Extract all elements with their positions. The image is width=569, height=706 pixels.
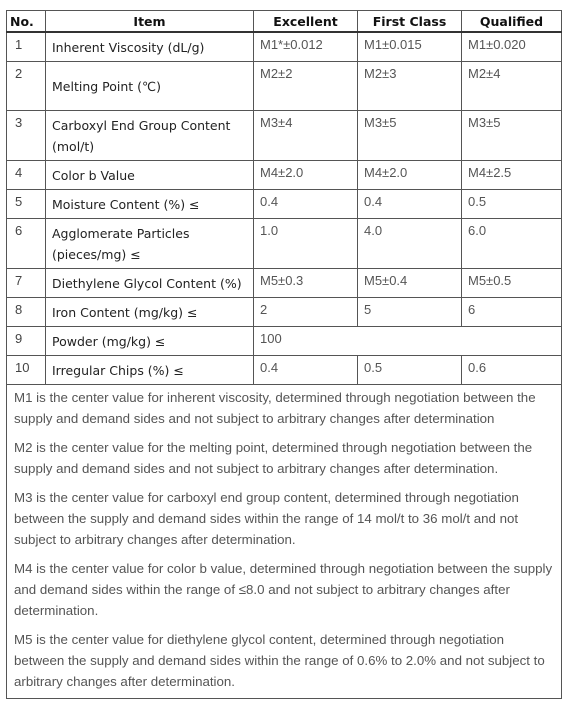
value-excellent: M3±4: [254, 110, 358, 160]
row-item: Melting Point (℃): [46, 61, 254, 110]
value-first-class: 4.0: [358, 218, 462, 268]
note-m5: M5 is the center value for diethylene glycol content, determined through negotiation between the supply and demand sides within the range of 0.6% to 2.0% and not subject to arbitrary changes after determination.: [14, 631, 545, 689]
value-first-class: 0.5: [358, 355, 462, 384]
value-first-class: 5: [358, 297, 462, 326]
table-row: [7, 218, 562, 268]
value-qualified: M2±4: [462, 61, 562, 110]
value-first-class: M5±0.4: [358, 268, 462, 297]
row-number: 2: [7, 61, 46, 110]
row-number: 7: [7, 268, 46, 297]
value-excellent: 0.4: [254, 189, 358, 218]
row-item: Irregular Chips (%) ≤: [46, 355, 254, 384]
row-item: Diethylene Glycol Content (%): [46, 268, 254, 297]
value-qualified: M1±0.020: [462, 32, 562, 61]
header-no: No.: [7, 11, 46, 33]
value-first-class: 0.4: [358, 189, 462, 218]
note-m2: M2 is the center value for the melting point, determined through negotiation between the supply and demand sides and not subject to arbitrary changes after determination.: [14, 439, 533, 476]
value-qualified: 0.5: [462, 189, 562, 218]
header-first-class: First Class: [358, 11, 462, 33]
table-row: [7, 32, 562, 61]
value-excellent: M5±0.3: [254, 268, 358, 297]
note-m4: M4 is the center value for color b value, determined through negotiation between the supply and demand sides within the range of ≤8.0 and not subject to arbitrary changes after determination.: [14, 560, 553, 618]
row-number: 5: [7, 189, 46, 218]
table-row: [7, 160, 562, 189]
value-qualified: 6.0: [462, 218, 562, 268]
row-number: 3: [7, 110, 46, 160]
value-excellent: M2±2: [254, 61, 358, 110]
specification-table: [6, 10, 562, 699]
row-item: Powder (mg/kg) ≤: [46, 326, 254, 355]
value-qualified: 0.6: [462, 355, 562, 384]
value-qualified: M3±5: [462, 110, 562, 160]
row-item: Color b Value: [46, 160, 254, 189]
row-number: 4: [7, 160, 46, 189]
value-excellent: 0.4: [254, 355, 358, 384]
notes-cell: [7, 384, 562, 698]
header-row: [7, 11, 562, 33]
row-number: 6: [7, 218, 46, 268]
table-row: [7, 297, 562, 326]
value-excellent: 1.0: [254, 218, 358, 268]
value-first-class: M1±0.015: [358, 32, 462, 61]
table-row: [7, 110, 562, 160]
note-m1: M1 is the center value for inherent viscosity, determined through negotiation between the supply and demand sides and not subject to arbitrary changes after determination: [14, 389, 536, 426]
table-row: [7, 268, 562, 297]
row-item: Carboxyl End Group Content (mol/t): [46, 110, 254, 160]
table-row: [7, 355, 562, 384]
table-row: [7, 189, 562, 218]
row-item: Agglomerate Particles (pieces/mg) ≤: [46, 218, 254, 268]
header-excellent: Excellent: [254, 11, 358, 33]
table-row: [7, 326, 562, 355]
row-number: 10: [7, 355, 46, 384]
value-qualified: M5±0.5: [462, 268, 562, 297]
row-number: 8: [7, 297, 46, 326]
value-qualified: M4±2.5: [462, 160, 562, 189]
notes-row: [7, 384, 562, 698]
row-item: Inherent Viscosity (dL/g): [46, 32, 254, 61]
note-m3: M3 is the center value for carboxyl end group content, determined through negotiation between the supply and demand sides within the range of 14 mol/t to 36 mol/t and not subject to arbitrary changes after determination.: [14, 489, 519, 547]
row-item: Iron Content (mg/kg) ≤: [46, 297, 254, 326]
value-merged: 100: [254, 326, 562, 355]
header-item: Item: [46, 11, 254, 33]
value-qualified: 6: [462, 297, 562, 326]
value-excellent: M1*±0.012: [254, 32, 358, 61]
value-excellent: M4±2.0: [254, 160, 358, 189]
value-first-class: M2±3: [358, 61, 462, 110]
value-first-class: M3±5: [358, 110, 462, 160]
row-item: Moisture Content (%) ≤: [46, 189, 254, 218]
value-first-class: M4±2.0: [358, 160, 462, 189]
row-number: 9: [7, 326, 46, 355]
value-excellent: 2: [254, 297, 358, 326]
header-qualified: Qualified: [462, 11, 562, 33]
row-number: 1: [7, 32, 46, 61]
table-row: [7, 61, 562, 110]
